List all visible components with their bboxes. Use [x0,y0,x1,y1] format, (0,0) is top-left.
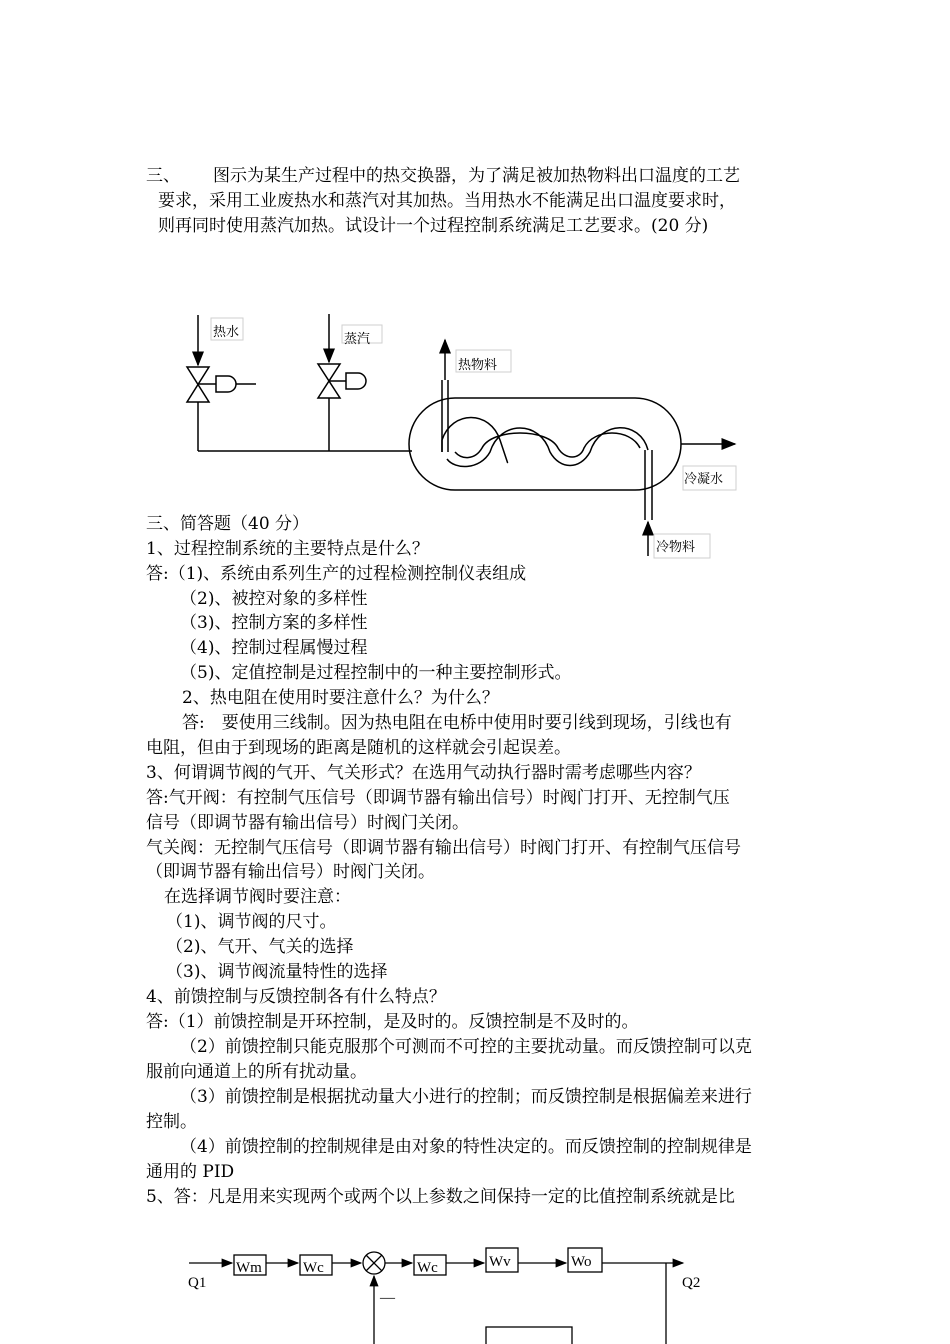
question-1: 1、过程控制系统的主要特点是什么？ [146,539,429,559]
answer-1-line: （4)、控制过程属慢过程 [180,638,368,658]
hot-material-label: 热物料 [458,358,498,373]
cold-material-label: 冷物料 [656,540,696,555]
question-4: 4、前馈控制与反馈控制各有什么特点？ [146,987,446,1007]
problem3-line3: 则再同时使用蒸汽加热。试设计一个过程控制系统满足工艺要求。(20 分) [158,216,709,236]
problem3-line2: 要求，采用工业废热水和蒸汽对其加热。当用热水不能满足出口温度要求时， [158,191,736,211]
answer-1-line: （5)、定值控制是过程控制中的一种主要控制形式。 [180,663,572,683]
q2-label: Q2 [682,1275,701,1291]
question-3: 3、何谓调节阀的气开、气关形式？在选用气动执行器时需考虑哪些内容？ [146,763,701,783]
answer-4-line: 服前向通道上的所有扰动量。 [146,1062,367,1082]
wc-block-label: Wc [303,1260,324,1276]
answer-4-line: （4）前馈控制的控制规律是由对象的特性决定的。而反馈控制的控制规律是 [180,1137,752,1157]
question-2: 2、热电阻在使用时要注意什么？为什么？ [182,688,499,708]
answer-3-line: （1)、调节阀的尺寸。 [166,912,337,932]
wm-block-label: Wm [236,1260,262,1276]
answer-4-line: （3）前馈控制是根据扰动量大小进行的控制；而反馈控制是根据偏差来进行 [180,1087,752,1107]
wc-controller-label: Wc [417,1260,438,1276]
answer-3-line: （2)、气开、气关的选择 [166,937,354,957]
minus-sign: — [380,1290,395,1306]
wv-block-label: Wv [489,1254,511,1270]
problem3-line1: 图示为某生产过程中的热交换器，为了满足被加热物料出口温度的工艺 [213,166,740,186]
answer-3-line: 气关阀：无控制气压信号（即调节器有输出信号）时阀门打开、有控制气压信号 [146,838,741,858]
answer-2-line1: 答: 要使用三线制。因为热电阻在电桥中使用时要引线到现场，引线也有 [182,713,732,733]
answer-4-line: （2）前馈控制只能克服那个可测而不可控的主要扰动量。而反馈控制可以克 [180,1037,752,1057]
answer-3-line: 在选择调节阀时要注意： [164,887,351,907]
steam-label: 蒸汽 [344,332,371,347]
answer-5: 5、答：凡是用来实现两个或两个以上参数之间保持一定的比值控制系统就是比 [146,1187,735,1207]
answer-4-line: 通用的 PID [146,1162,235,1182]
answer-3-line: 信号（即调节器有输出信号）时阀门关闭。 [146,813,469,833]
answer-1-line: （2)、被控对象的多样性 [180,589,368,609]
answer-3-line: 答:气开阀：有控制气压信号（即调节器有输出信号）时阀门打开、无控制气压 [146,788,730,808]
answer-1-line: 答:（1)、系统由系列生产的过程检测控制仪表组成 [146,564,527,584]
answer-1-line: （3)、控制方案的多样性 [180,613,368,633]
condensate-label: 冷凝水 [684,472,724,487]
answer-4-line: 控制。 [146,1112,197,1132]
q1-label: Q1 [188,1275,207,1291]
answer-3-line: （3)、调节阀流量特性的选择 [166,962,388,982]
wo-block-label: Wo [571,1254,592,1270]
problem3-number: 三、 [146,166,180,186]
answer-2-line2: 电阻，但由于到现场的距离是随机的这样就会引起误差。 [146,738,571,758]
hot-water-label: 热水 [213,325,240,340]
section-title: 三、简答题（40 分） [146,514,310,534]
answer-4-line: 答:（1）前馈控制是开环控制，是及时的。反馈控制是不及时的。 [146,1012,639,1032]
answer-3-line: （即调节器有输出信号）时阀门关闭。 [146,862,435,882]
